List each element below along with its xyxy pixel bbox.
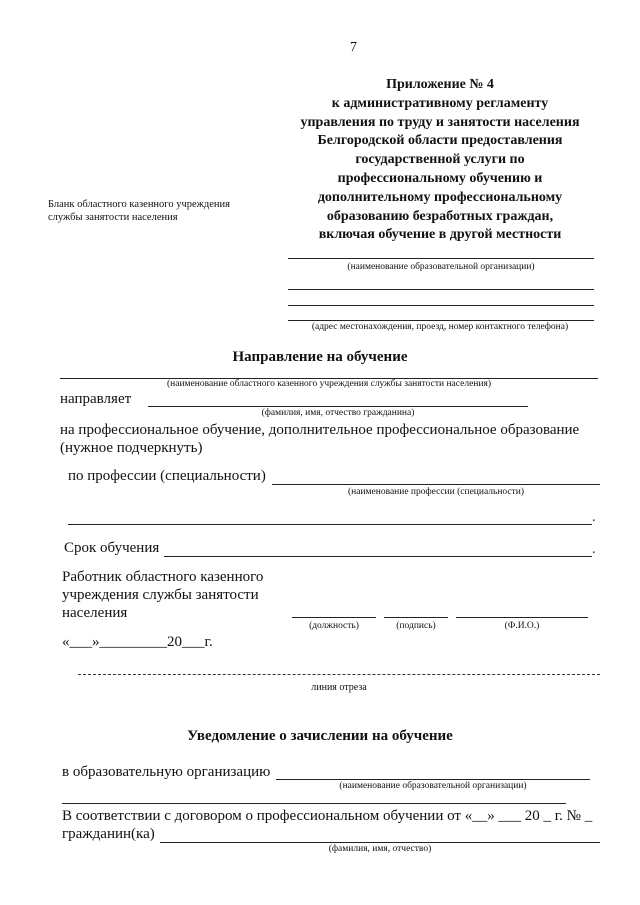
training-type-note: (нужное подчеркнуть)	[60, 440, 203, 456]
notice-org-field-2[interactable]	[62, 803, 566, 804]
appendix-header	[280, 76, 600, 245]
worker-label	[62, 568, 263, 622]
signature-field[interactable]	[384, 617, 448, 618]
address-caption: (адрес местонахождения, проезд, номер контактного телефона)	[311, 322, 569, 332]
worker-line: Работник областного казенного	[62, 569, 264, 585]
notice-title: Уведомление о зачислении на обучение	[187, 728, 453, 744]
page-number: 7	[350, 40, 357, 55]
term-field[interactable]	[164, 556, 592, 557]
cut-line-caption: линия отреза	[311, 682, 367, 693]
center-name-caption: (наименование областного казенного учреждения службы занятости населения)	[166, 379, 491, 389]
blank-line: службы занятости населения	[48, 212, 178, 223]
address-field-2[interactable]	[288, 305, 594, 306]
blank-line: Бланк областного казенного учреждения	[48, 199, 230, 210]
appendix-line: профессиональному обучению и	[337, 170, 543, 186]
to-org-label: в образовательную организацию	[62, 764, 271, 780]
appendix-line: управления по труду и занятости населения	[300, 114, 580, 130]
term-label: Срок обучения	[64, 540, 160, 556]
position-caption: (должность)	[309, 621, 359, 631]
notice-org-caption: (наименование образовательной организации)	[339, 781, 527, 791]
sends-label: направляет	[60, 391, 132, 407]
appendix-line: дополнительному профессиональному	[317, 189, 563, 205]
line-end-dot: .	[592, 510, 596, 525]
signature-caption: (подпись)	[396, 621, 436, 631]
org-name-caption: (наименование образовательной организации)	[347, 262, 535, 272]
appendix-line: Приложение № 4	[386, 77, 494, 92]
profession-field-2[interactable]	[68, 524, 592, 525]
profession-field[interactable]	[272, 484, 600, 485]
citizen-name-field[interactable]	[148, 406, 528, 407]
worker-line: учреждения службы занятости	[62, 587, 259, 603]
appendix-line: государственной услуги по	[355, 152, 525, 168]
cut-line	[78, 674, 600, 675]
address-field-1[interactable]	[288, 289, 594, 290]
position-field[interactable]	[292, 617, 376, 618]
profession-caption: (наименование профессии (специальности)	[347, 487, 525, 497]
referral-title: Направление на обучение	[232, 349, 408, 365]
training-type-text: на профессиональное обучение, дополнительное профессиональное образование	[60, 422, 580, 438]
blank-label	[48, 198, 230, 224]
citizen-name-caption: (фамилия, имя, отчество гражданина)	[261, 408, 415, 418]
appendix-line: к административному регламенту	[331, 95, 549, 111]
appendix-line: образованию безработных граждан,	[326, 208, 554, 224]
citizen-label: гражданин(ка)	[62, 826, 155, 842]
contract-line: В соответствии с договором о профессиональном обучении от «__» ___ 20 _ г. № _	[62, 808, 593, 824]
notice-citizen-field[interactable]	[160, 842, 600, 843]
profession-label: по профессии (специальности)	[68, 468, 266, 484]
line-end-dot: .	[592, 542, 596, 557]
worker-line: населения	[62, 605, 128, 621]
notice-citizen-caption: (фамилия, имя, отчество)	[328, 844, 432, 854]
fio-field[interactable]	[456, 617, 588, 618]
date-field[interactable]: «___»_________20___г.	[62, 634, 213, 650]
notice-org-field[interactable]	[276, 779, 590, 780]
address-field-3[interactable]	[288, 320, 594, 321]
appendix-line: Белгородской области предоставления	[317, 133, 563, 149]
fio-caption: (Ф.И.О.)	[504, 621, 540, 631]
appendix-line: включая обучение в другой местности	[318, 227, 562, 243]
org-name-field[interactable]	[288, 258, 594, 259]
